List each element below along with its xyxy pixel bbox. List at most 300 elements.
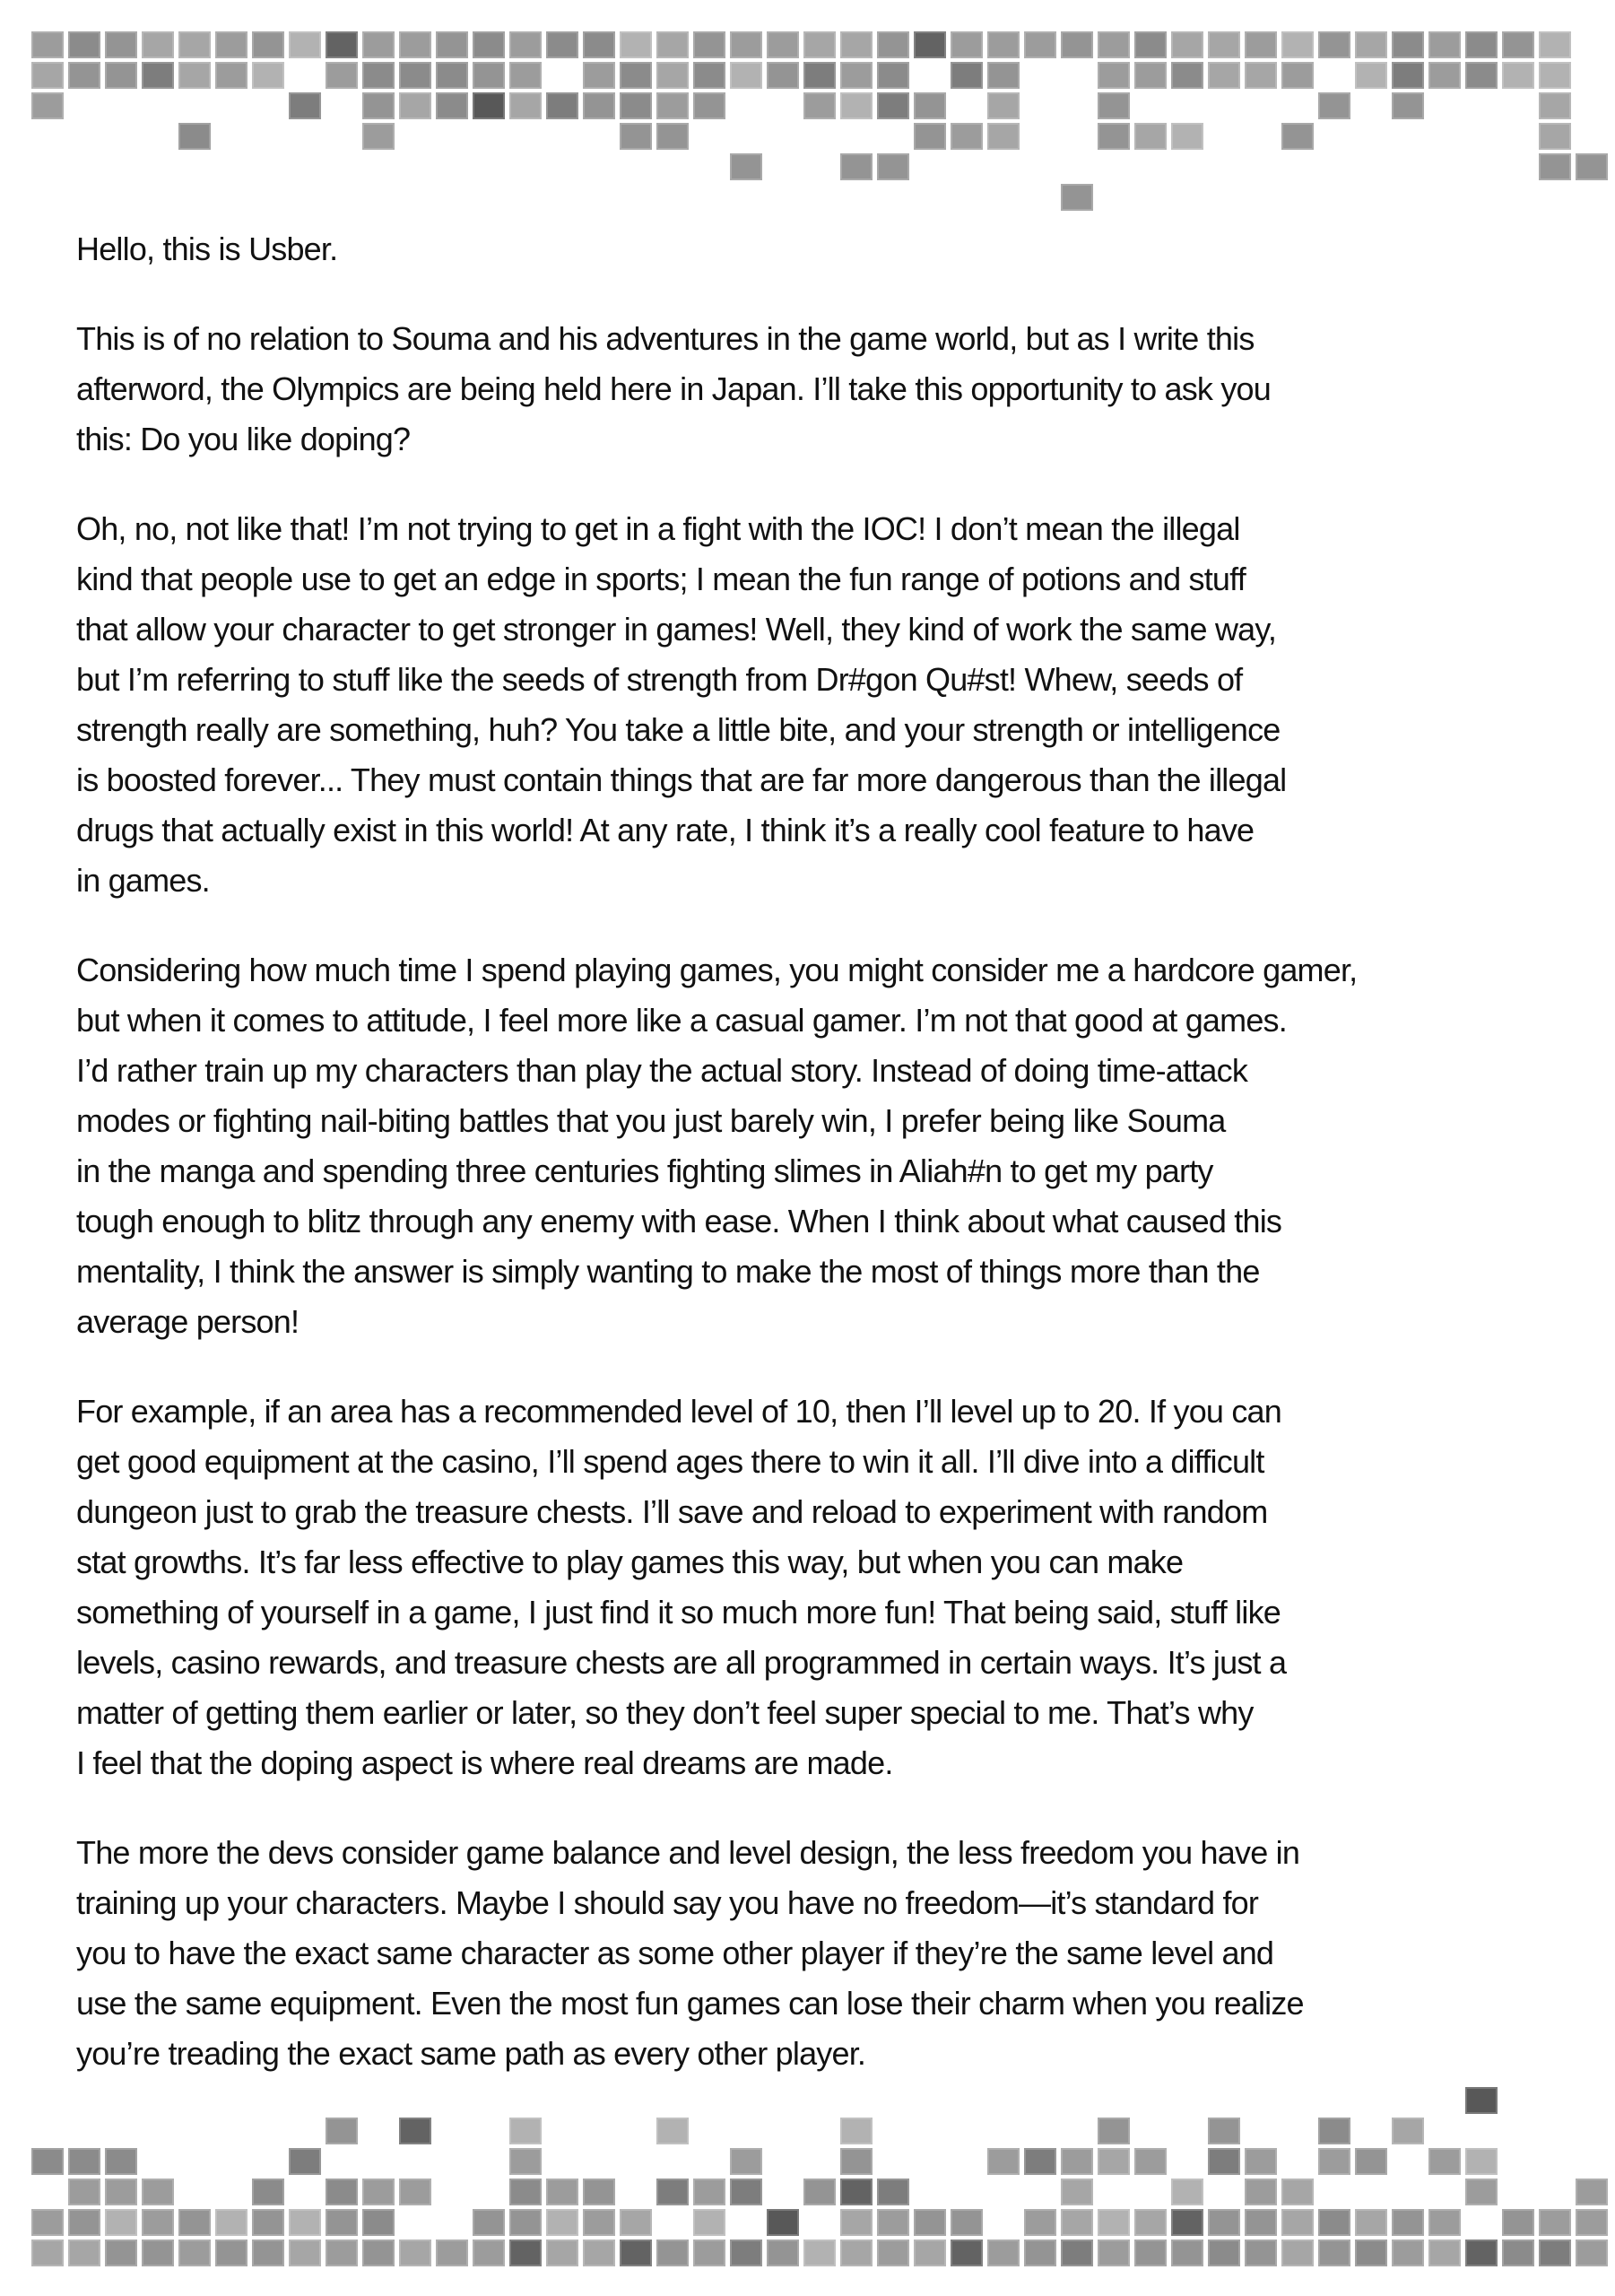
mosaic-tile [1392, 2239, 1424, 2266]
mosaic-tile [68, 2239, 100, 2266]
mosaic-gap [877, 2087, 909, 2114]
mosaic-tile [362, 92, 395, 119]
mosaic-tile [951, 123, 983, 150]
mosaic-gap [289, 2118, 321, 2144]
mosaic-gap [399, 184, 431, 211]
mosaic-tile [583, 31, 615, 58]
mosaic-gap [951, 2087, 983, 2114]
mosaic-gap [1576, 2148, 1608, 2175]
mosaic-gap [178, 2118, 211, 2144]
mosaic-gap [1098, 2179, 1130, 2205]
mosaic-gap [914, 153, 946, 180]
mosaic-tile [987, 2239, 1020, 2266]
mosaic-gap [620, 2148, 652, 2175]
mosaic-gap [178, 2179, 211, 2205]
mosaic-gap [105, 184, 137, 211]
mosaic-gap [1024, 123, 1056, 150]
mosaic-tile [31, 62, 64, 89]
mosaic-gap [730, 92, 762, 119]
mosaic-gap [1134, 2179, 1167, 2205]
mosaic-gap [215, 2179, 247, 2205]
mosaic-tile [620, 62, 652, 89]
mosaic-gap [1061, 123, 1093, 150]
mosaic-tile [1539, 2239, 1571, 2266]
mosaic-tile [215, 31, 247, 58]
mosaic-gap [1098, 2087, 1130, 2114]
mosaic-gap [509, 153, 542, 180]
mosaic-gap [1428, 2179, 1461, 2205]
mosaic-gap [178, 92, 211, 119]
mosaic-gap [178, 2087, 211, 2114]
mosaic-tile [1355, 2239, 1387, 2266]
mosaic-gap [68, 92, 100, 119]
mosaic-tile [730, 153, 762, 180]
mosaic-tile [1539, 153, 1571, 180]
mosaic-tile [840, 92, 873, 119]
mosaic-gap [1171, 2087, 1203, 2114]
mosaic-tile [693, 2179, 725, 2205]
mosaic-gap [951, 92, 983, 119]
mosaic-gap [583, 123, 615, 150]
mosaic-tile [1208, 2148, 1240, 2175]
mosaic-gap [546, 2148, 578, 2175]
text-line: something of yourself in a game, I just find it so much more fun! That being said, stuff like [76, 1594, 1281, 1631]
mosaic-gap [473, 2179, 505, 2205]
mosaic-gap [730, 2209, 762, 2236]
mosaic-tile [803, 2179, 836, 2205]
mosaic-tile [1392, 92, 1424, 119]
mosaic-gap [1502, 2179, 1534, 2205]
mosaic-gap [693, 2148, 725, 2175]
mosaic-gap [326, 2087, 358, 2114]
mosaic-tile [289, 2239, 321, 2266]
mosaic-gap [1392, 184, 1424, 211]
mosaic-tile [1245, 2179, 1277, 2205]
mosaic-gap [1281, 92, 1314, 119]
text-line: afterword, the Olympics are being held here in Japan. I’ll take this opportunity to ask you [76, 370, 1271, 407]
mosaic-tile [730, 2239, 762, 2266]
mosaic-gap [252, 2118, 284, 2144]
mosaic-gap [1576, 184, 1608, 211]
mosaic-tile [1281, 2209, 1314, 2236]
mosaic-tile [1428, 2239, 1461, 2266]
mosaic-tile [656, 2179, 689, 2205]
mosaic-tile [178, 31, 211, 58]
mosaic-gap [399, 123, 431, 150]
mosaic-gap [1392, 123, 1424, 150]
mosaic-gap [362, 153, 395, 180]
mosaic-gap [693, 123, 725, 150]
mosaic-gap [289, 2179, 321, 2205]
mosaic-tile [362, 62, 395, 89]
mosaic-gap [1539, 2118, 1571, 2144]
mosaic-gap [951, 184, 983, 211]
mosaic-gap [142, 2118, 174, 2144]
mosaic-gap [1024, 2118, 1056, 2144]
text-line: levels, casino rewards, and treasure chests are all programmed in certain ways. It’s just a [76, 1644, 1287, 1681]
mosaic-tile [362, 2209, 395, 2236]
mosaic-tile [730, 2179, 762, 2205]
mosaic-gap [1134, 184, 1167, 211]
mosaic-gap [1245, 184, 1277, 211]
mosaic-tile [877, 2209, 909, 2236]
mosaic-gap [803, 184, 836, 211]
text-line: mentality, I think the answer is simply wanting to make the most of things more than the [76, 1253, 1260, 1290]
mosaic-tile [1318, 2118, 1350, 2144]
text-line: drugs that actually exist in this world! At any rate, I think it’s a really cool feature to have [76, 812, 1255, 848]
text-line: you’re treading the exact same path as every other player. [76, 2035, 866, 2072]
mosaic-tile [1281, 123, 1314, 150]
mosaic-gap [840, 123, 873, 150]
mosaic-gap [68, 2118, 100, 2144]
mosaic-gap [1428, 2118, 1461, 2144]
mosaic-gap [68, 2087, 100, 2114]
mosaic-tile [436, 31, 468, 58]
mosaic-tile [289, 2148, 321, 2175]
mosaic-tile [68, 2179, 100, 2205]
mosaic-tile [1134, 2209, 1167, 2236]
mosaic-gap [1576, 62, 1608, 89]
mosaic-tile [1024, 31, 1056, 58]
mosaic-tile [840, 31, 873, 58]
mosaic-gap [31, 2179, 64, 2205]
mosaic-tile [693, 2209, 725, 2236]
mosaic-tile [1318, 31, 1350, 58]
mosaic-tile [1171, 2239, 1203, 2266]
mosaic-gap [1576, 92, 1608, 119]
mosaic-tile [1465, 2087, 1498, 2114]
mosaic-tile [1098, 2118, 1130, 2144]
mosaic-gap [1355, 184, 1387, 211]
mosaic-tile [951, 2209, 983, 2236]
mosaic-gap [951, 2179, 983, 2205]
mosaic-tile [399, 2179, 431, 2205]
mosaic-tile [914, 123, 946, 150]
mosaic-gap [620, 184, 652, 211]
mosaic-tile [840, 2179, 873, 2205]
mosaic-tile [509, 31, 542, 58]
mosaic-gap [1024, 184, 1056, 211]
mosaic-gap [289, 2087, 321, 2114]
mosaic-gap [620, 2179, 652, 2205]
mosaic-gap [215, 2118, 247, 2144]
mosaic-gap [656, 2148, 689, 2175]
mosaic-tile [105, 2179, 137, 2205]
mosaic-gap [1281, 2087, 1314, 2114]
mosaic-gap [1576, 2118, 1608, 2144]
mosaic-gap [215, 184, 247, 211]
mosaic-gap [1539, 2148, 1571, 2175]
mosaic-gap [1428, 92, 1461, 119]
mosaic-tile [1502, 2239, 1534, 2266]
mosaic-tile [546, 2209, 578, 2236]
mosaic-tile [1134, 123, 1167, 150]
text-line: kind that people use to get an edge in sports; I mean the fun range of potions and stuff [76, 561, 1246, 597]
mosaic-gap [252, 184, 284, 211]
mosaic-tile [1318, 2209, 1350, 2236]
mosaic-tile [656, 2239, 689, 2266]
mosaic-tile [1539, 92, 1571, 119]
mosaic-tile [142, 31, 174, 58]
mosaic-gap [1318, 153, 1350, 180]
mosaic-gap [362, 184, 395, 211]
mosaic-gap [289, 184, 321, 211]
mosaic-gap [1024, 2087, 1056, 2114]
mosaic-gap [914, 184, 946, 211]
mosaic-gap [803, 2118, 836, 2144]
mosaic-tile [1576, 2179, 1608, 2205]
mosaic-tile [473, 92, 505, 119]
mosaic-gap [1134, 153, 1167, 180]
mosaic-gap [1245, 123, 1277, 150]
mosaic-gap [215, 2148, 247, 2175]
mosaic-tile [840, 2148, 873, 2175]
mosaic-gap [252, 92, 284, 119]
text-line: use the same equipment. Even the most fun games can lose their charm when you realize [76, 1985, 1304, 2022]
mosaic-tile [399, 2239, 431, 2266]
mosaic-gap [326, 2148, 358, 2175]
mosaic-tile [803, 92, 836, 119]
afterword-text [76, 224, 1592, 2118]
mosaic-tile [178, 2209, 211, 2236]
text-line: strength really are something, huh? You take a little bite, and your strength or intelligence [76, 711, 1281, 748]
mosaic-tile [1098, 2209, 1130, 2236]
mosaic-gap [803, 123, 836, 150]
mosaic-gap [326, 153, 358, 180]
mosaic-gap [583, 2087, 615, 2114]
mosaic-gap [252, 123, 284, 150]
mosaic-tile [399, 2118, 431, 2144]
text-line: For example, if an area has a recommended level of 10, then I’ll level up to 20. If you can [76, 1393, 1281, 1430]
mosaic-tile [473, 2239, 505, 2266]
mosaic-tile [1392, 31, 1424, 58]
mosaic-tile [767, 62, 799, 89]
mosaic-gap [730, 2118, 762, 2144]
mosaic-gap [473, 153, 505, 180]
mosaic-tile [399, 62, 431, 89]
mosaic-gap [1061, 62, 1093, 89]
mosaic-gap [1024, 62, 1056, 89]
mosaic-gap [951, 2118, 983, 2144]
mosaic-gap [840, 184, 873, 211]
mosaic-tile [509, 2118, 542, 2144]
mosaic-gap [436, 2118, 468, 2144]
mosaic-tile [326, 31, 358, 58]
mosaic-gap [546, 2087, 578, 2114]
mosaic-tile [987, 31, 1020, 58]
mosaic-tile [215, 2209, 247, 2236]
mosaic-tile [693, 31, 725, 58]
mosaic-tile [620, 123, 652, 150]
mosaic-tile [105, 62, 137, 89]
mosaic-gap [1428, 153, 1461, 180]
mosaic-tile [914, 2239, 946, 2266]
mosaic-gap [1281, 153, 1314, 180]
mosaic-tile [914, 31, 946, 58]
mosaic-gap [877, 2118, 909, 2144]
mosaic-gap [987, 153, 1020, 180]
mosaic-gap [362, 2087, 395, 2114]
mosaic-gap [803, 2087, 836, 2114]
mosaic-gap [436, 123, 468, 150]
mosaic-tile [546, 2239, 578, 2266]
mosaic-gap [767, 92, 799, 119]
mosaic-tile [473, 31, 505, 58]
mosaic-tile [1245, 31, 1277, 58]
mosaic-tile [877, 2239, 909, 2266]
mosaic-tile [215, 2239, 247, 2266]
mosaic-tile [1576, 2209, 1608, 2236]
mosaic-gap [289, 62, 321, 89]
mosaic-tile [1355, 62, 1387, 89]
mosaic-tile [877, 2179, 909, 2205]
mosaic-tile [951, 31, 983, 58]
text-line: This is of no relation to Souma and his adventures in the game world, but as I write this [76, 320, 1255, 357]
mosaic-tile [1171, 123, 1203, 150]
mosaic-gap [68, 153, 100, 180]
mosaic-tile [1502, 2209, 1534, 2236]
mosaic-tile [877, 92, 909, 119]
mosaic-tile [31, 31, 64, 58]
mosaic-tile [730, 62, 762, 89]
mosaic-gap [289, 123, 321, 150]
mosaic-gap [1024, 2179, 1056, 2205]
mosaic-gap [1171, 153, 1203, 180]
mosaic-gap [1576, 2087, 1608, 2114]
mosaic-tile [1576, 2239, 1608, 2266]
mosaic-gap [1355, 2087, 1387, 2114]
mosaic-gap [326, 123, 358, 150]
mosaic-gap [142, 2148, 174, 2175]
mosaic-gap [1502, 123, 1534, 150]
mosaic-tile [1208, 2118, 1240, 2144]
mosaic-gap [105, 2087, 137, 2114]
mosaic-tile [1502, 62, 1534, 89]
mosaic-tile [914, 2209, 946, 2236]
mosaic-tile [362, 2179, 395, 2205]
mosaic-tile [178, 62, 211, 89]
mosaic-tile [583, 2179, 615, 2205]
mosaic-gap [767, 153, 799, 180]
afterword-paragraph [76, 945, 1592, 1347]
mosaic-gap [436, 2179, 468, 2205]
mosaic-tile [656, 31, 689, 58]
mosaic-gap [1245, 2118, 1277, 2144]
mosaic-tile [767, 2209, 799, 2236]
mosaic-gap [252, 2148, 284, 2175]
mosaic-tile [1171, 2179, 1203, 2205]
mosaic-tile [31, 2148, 64, 2175]
mosaic-tile [289, 31, 321, 58]
mosaic-tile [840, 2118, 873, 2144]
mosaic-gap [1171, 2148, 1203, 2175]
mosaic-tile [509, 2179, 542, 2205]
mosaic-gap [1539, 2087, 1571, 2114]
mosaic-tile [840, 2209, 873, 2236]
mosaic-gap [1245, 92, 1277, 119]
mosaic-gap [1465, 123, 1498, 150]
mosaic-gap [1061, 92, 1093, 119]
mosaic-gap [583, 2148, 615, 2175]
mosaic-gap [546, 184, 578, 211]
mosaic-tile [914, 92, 946, 119]
mosaic-gap [767, 184, 799, 211]
mosaic-gap [105, 2118, 137, 2144]
mosaic-gap [436, 2148, 468, 2175]
mosaic-tile [252, 62, 284, 89]
mosaic-tile [1539, 2209, 1571, 2236]
mosaic-gap [473, 2087, 505, 2114]
mosaic-gap [31, 123, 64, 150]
mosaic-tile [1428, 2148, 1461, 2175]
text-line: this: Do you like doping? [76, 421, 411, 457]
mosaic-gap [1024, 92, 1056, 119]
afterword-paragraph [76, 314, 1592, 465]
mosaic-gap [1465, 2118, 1498, 2144]
mosaic-gap [215, 2087, 247, 2114]
mosaic-gap [767, 2148, 799, 2175]
mosaic-gap [436, 2087, 468, 2114]
mosaic-gap [1024, 153, 1056, 180]
mosaic-gap [1318, 2087, 1350, 2114]
mosaic-tile [987, 123, 1020, 150]
mosaic-tile [1245, 2209, 1277, 2236]
mosaic-tile [803, 31, 836, 58]
mosaic-tile [68, 2148, 100, 2175]
mosaic-tile [1355, 31, 1387, 58]
mosaic-tile [1098, 62, 1130, 89]
mosaic-gap [1502, 2148, 1534, 2175]
mosaic-tile [1465, 2239, 1498, 2266]
mosaic-tile [31, 2209, 64, 2236]
text-line: The more the devs consider game balance and level design, the less freedom you have in [76, 1834, 1300, 1871]
mosaic-tile [326, 2118, 358, 2144]
mosaic-gap [693, 2087, 725, 2114]
mosaic-gap [31, 153, 64, 180]
mosaic-tile [1061, 31, 1093, 58]
mosaic-gap [1576, 31, 1608, 58]
mosaic-gap [215, 123, 247, 150]
mosaic-tile [877, 153, 909, 180]
mosaic-gap [730, 2087, 762, 2114]
mosaic-gap [914, 2087, 946, 2114]
mosaic-tile [1134, 62, 1167, 89]
mosaic-gap [509, 2087, 542, 2114]
mosaic-tile [362, 2239, 395, 2266]
mosaic-gap [656, 153, 689, 180]
mosaic-tile [142, 2179, 174, 2205]
mosaic-gap [1061, 2118, 1093, 2144]
mosaic-gap [31, 2118, 64, 2144]
mosaic-tile [1465, 2148, 1498, 2175]
mosaic-tile [252, 2179, 284, 2205]
mosaic-gap [951, 153, 983, 180]
mosaic-gap [105, 123, 137, 150]
mosaic-tile [1245, 2148, 1277, 2175]
mosaic-gap [1208, 2179, 1240, 2205]
mosaic-gap [1539, 2179, 1571, 2205]
mosaic-tile [1355, 2148, 1387, 2175]
mosaic-tile [1539, 31, 1571, 58]
text-line: Oh, no, not like that! I’m not trying to get in a fight with the IOC! I don’t mean the illegal [76, 510, 1240, 547]
mosaic-tile [31, 92, 64, 119]
mosaic-tile [1208, 62, 1240, 89]
mosaic-gap [987, 2087, 1020, 2114]
mosaic-gap [1171, 184, 1203, 211]
mosaic-gap [1392, 153, 1424, 180]
mosaic-gap [215, 153, 247, 180]
mosaic-tile [362, 123, 395, 150]
